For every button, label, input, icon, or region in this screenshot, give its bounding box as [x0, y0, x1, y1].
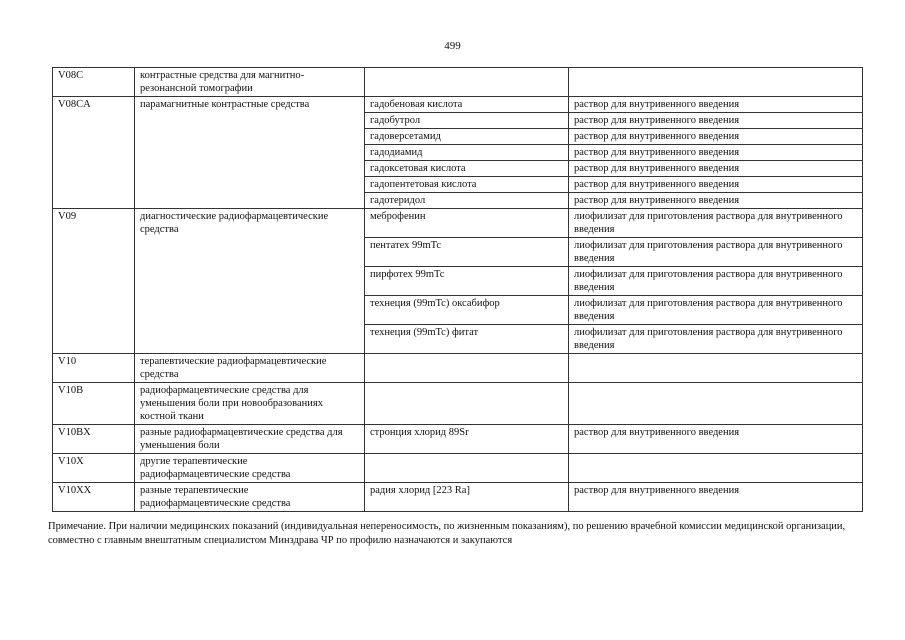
dosage-form-cell [569, 68, 863, 97]
drug-name-cell: стронция хлорид 89Sr [365, 425, 569, 454]
drug-group-cell: терапевтические радиофармацевтические средства [135, 354, 365, 383]
table-row [53, 209, 863, 238]
page-number: 499 [444, 40, 461, 52]
dosage-form-cell [569, 454, 863, 483]
dosage-form-cell [569, 354, 863, 383]
footnote: Примечание. При наличии медицинских показаний (индивидуальная непереносимость, по жизненным показаниям), по решению врачебной комиссии медицинской организации, совместно с главным внештатным специалистом Минздрава ЧР по профилю назначаются и закупаются [48, 521, 846, 546]
dosage-form-cell: раствор для внутривенного введения [569, 161, 863, 177]
drug-name-cell [365, 383, 569, 425]
drug-group-cell: диагностические радиофармацевтические средства [135, 209, 365, 354]
dosage-form-cell: лиофилизат для приготовления раствора для внутривенного введения [569, 209, 863, 238]
table-row [53, 97, 863, 113]
atc-code-cell: V08C [53, 68, 135, 97]
drug-name-cell: радия хлорид [223 Ra] [365, 483, 569, 512]
drug-name-cell [365, 354, 569, 383]
drug-group-cell: разные терапевтические радиофармацевтические средства [135, 483, 365, 512]
drug-name-cell: технеция (99mTc) оксабифор [365, 296, 569, 325]
dosage-form-cell: раствор для внутривенного введения [569, 483, 863, 512]
drug-table [52, 67, 863, 512]
dosage-form-cell: лиофилизат для приготовления раствора для внутривенного введения [569, 325, 863, 354]
atc-code-cell: V10B [53, 383, 135, 425]
dosage-form-cell: лиофилизат для приготовления раствора для внутривенного введения [569, 238, 863, 267]
dosage-form-cell: раствор для внутривенного введения [569, 145, 863, 161]
drug-group-cell: другие терапевтические радиофармацевтические средства [135, 454, 365, 483]
atc-code-cell: V10BX [53, 425, 135, 454]
drug-name-cell: гадоксетовая кислота [365, 161, 569, 177]
table-row [53, 483, 863, 512]
drug-name-cell: гадопентетовая кислота [365, 177, 569, 193]
table-row [53, 68, 863, 97]
table-row [53, 383, 863, 425]
drug-name-cell: меброфенин [365, 209, 569, 238]
drug-name-cell: пентатех 99mTc [365, 238, 569, 267]
drug-name-cell: гадодиамид [365, 145, 569, 161]
table-row [53, 354, 863, 383]
drug-group-cell: радиофармацевтические средства для уменьшения боли при новообразованиях костной ткани [135, 383, 365, 425]
drug-name-cell: гадобеновая кислота [365, 97, 569, 113]
dosage-form-cell: раствор для внутривенного введения [569, 425, 863, 454]
drug-name-cell [365, 454, 569, 483]
dosage-form-cell: раствор для внутривенного введения [569, 113, 863, 129]
atc-code-cell: V10X [53, 454, 135, 483]
dosage-form-cell: лиофилизат для приготовления раствора для внутривенного введения [569, 267, 863, 296]
drug-name-cell: гадоверсетамид [365, 129, 569, 145]
atc-code-cell: V10XX [53, 483, 135, 512]
dosage-form-cell: раствор для внутривенного введения [569, 193, 863, 209]
dosage-form-cell: раствор для внутривенного введения [569, 177, 863, 193]
drug-group-cell: парамагнитные контрастные средства [135, 97, 365, 209]
drug-name-cell: гадобутрол [365, 113, 569, 129]
atc-code-cell: V10 [53, 354, 135, 383]
dosage-form-cell: раствор для внутривенного введения [569, 97, 863, 113]
atc-code-cell: V09 [53, 209, 135, 354]
drug-group-cell: контрастные средства для магнитно-резонансной томографии [135, 68, 365, 97]
drug-name-cell [365, 68, 569, 97]
table-row [53, 454, 863, 483]
atc-code-cell: V08CA [53, 97, 135, 209]
drug-name-cell: гадотеридол [365, 193, 569, 209]
table-row [53, 425, 863, 454]
drug-name-cell: технеция (99mTc) фитат [365, 325, 569, 354]
drug-name-cell: пирфотех 99mTc [365, 267, 569, 296]
dosage-form-cell [569, 383, 863, 425]
dosage-form-cell: раствор для внутривенного введения [569, 129, 863, 145]
dosage-form-cell: лиофилизат для приготовления раствора для внутривенного введения [569, 296, 863, 325]
drug-group-cell: разные радиофармацевтические средства для уменьшения боли [135, 425, 365, 454]
